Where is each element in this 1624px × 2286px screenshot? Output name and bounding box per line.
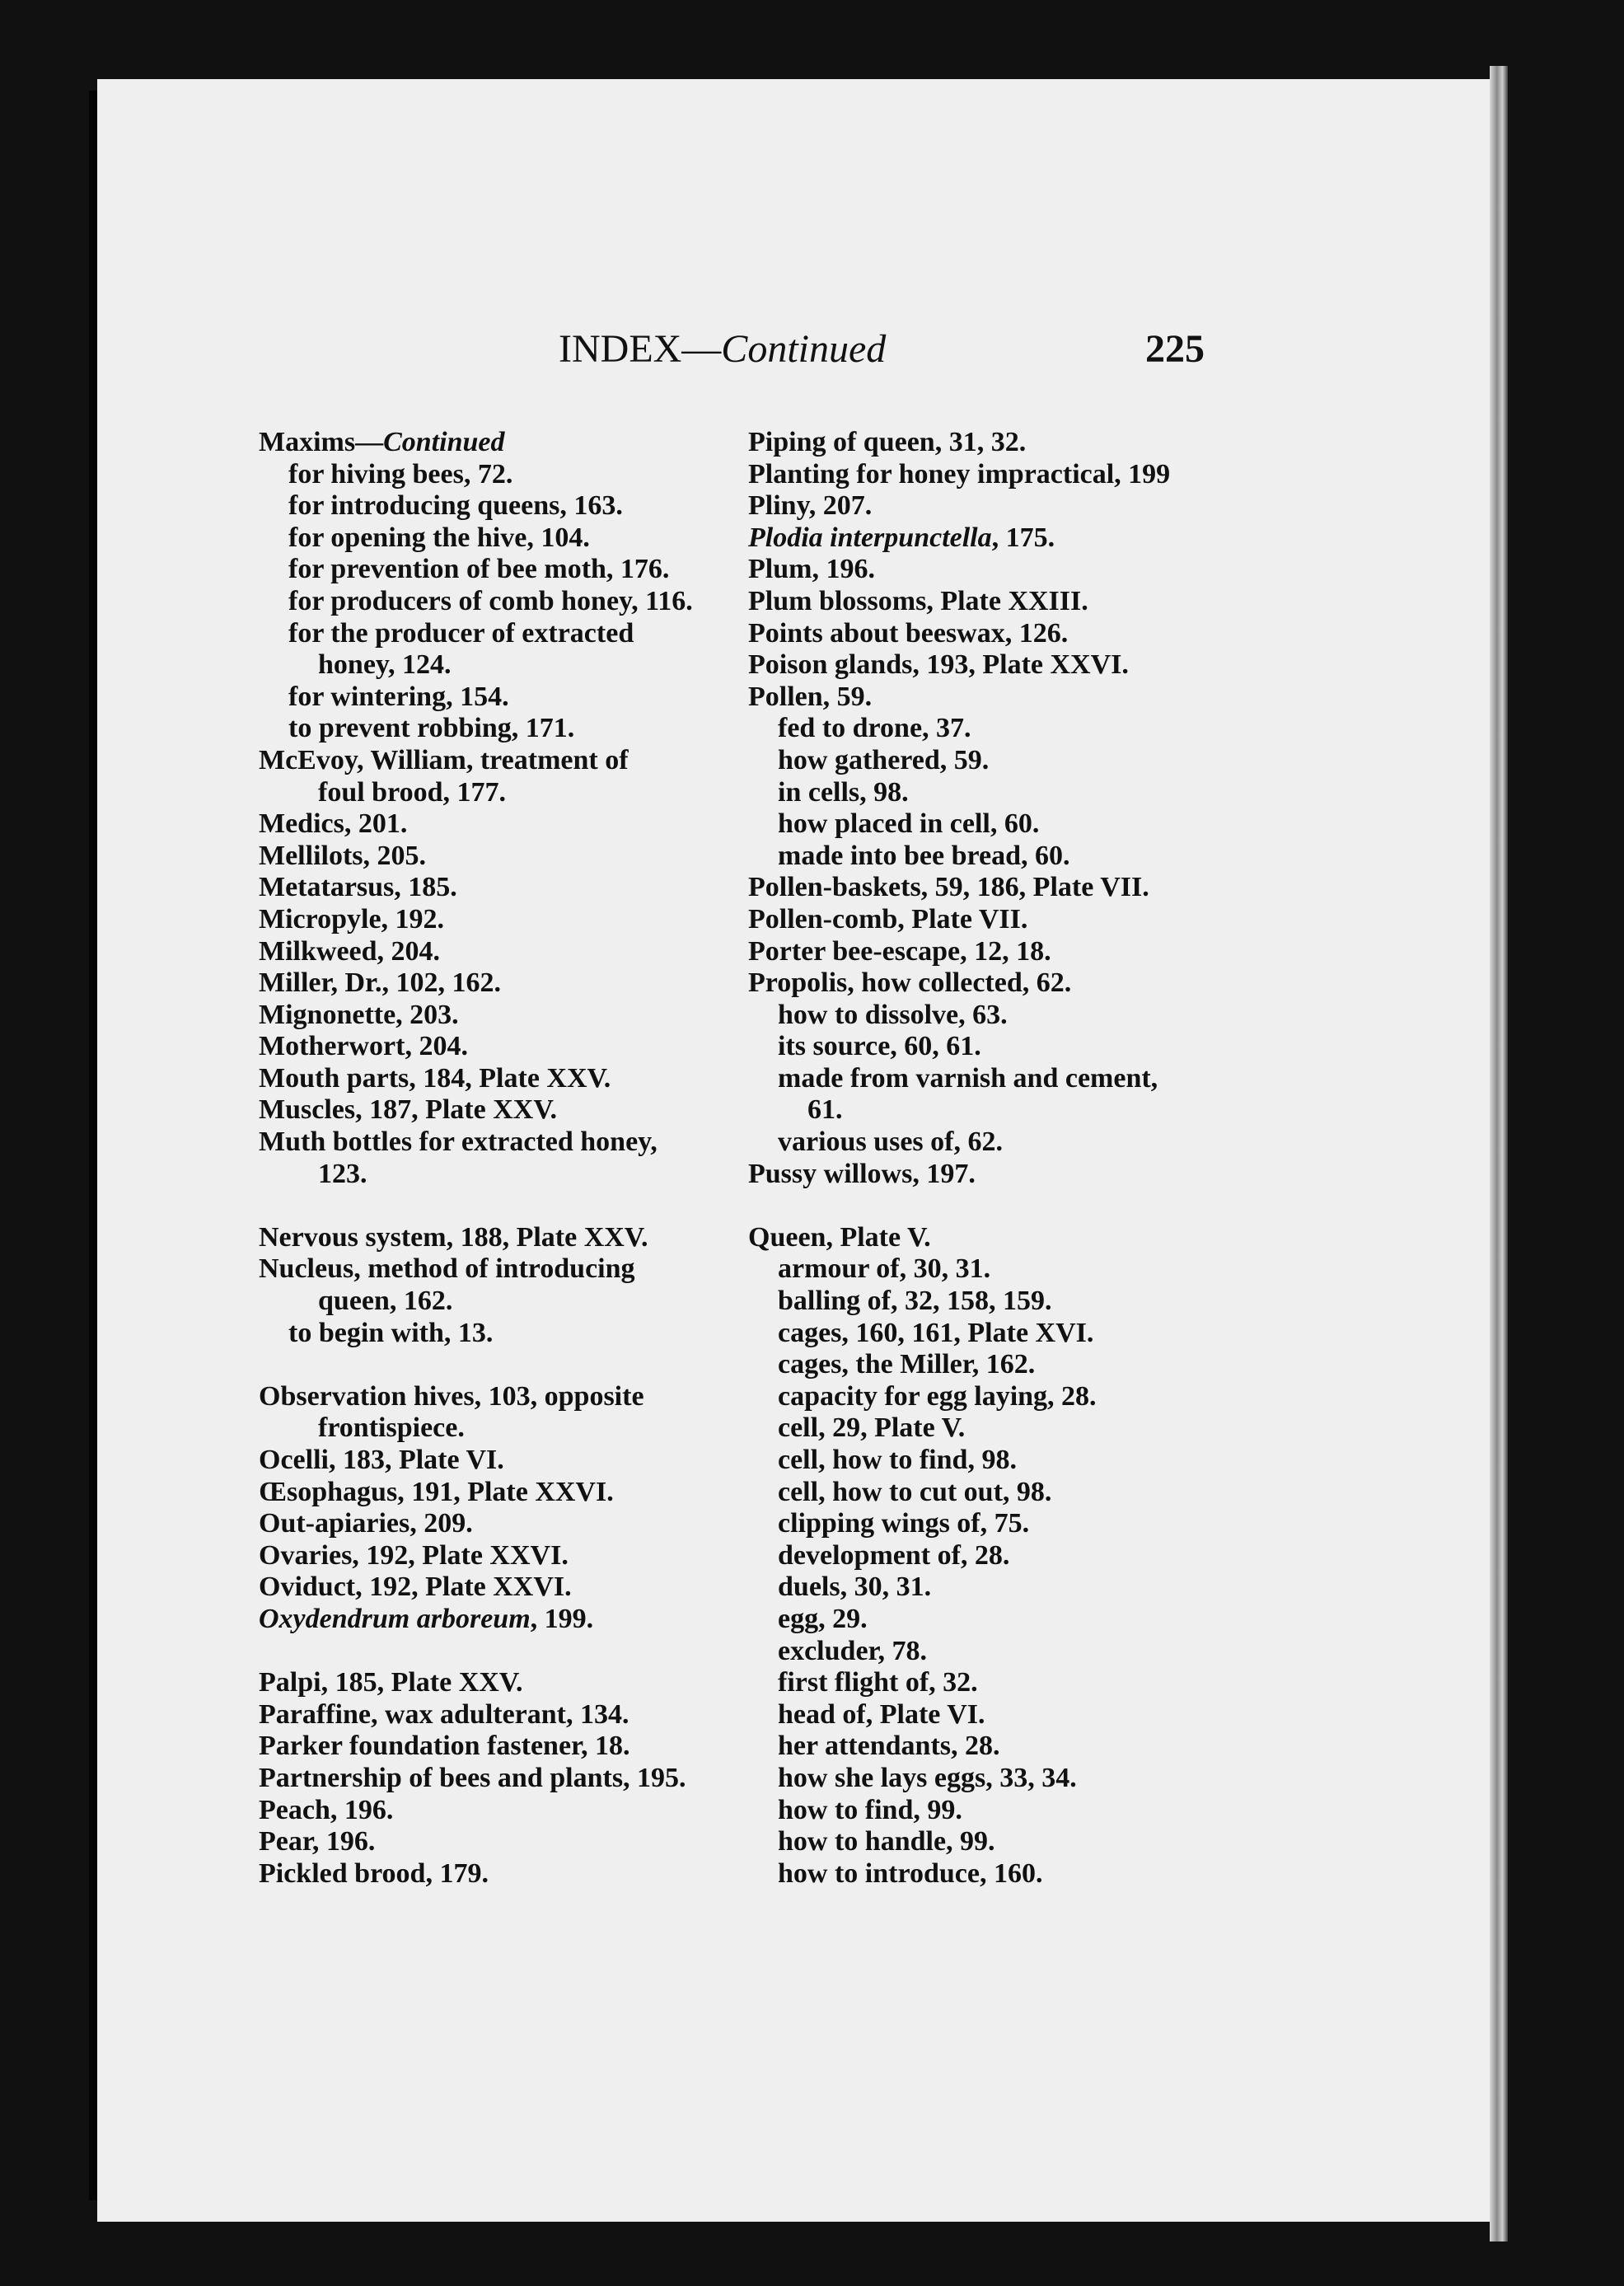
index-entry	[748, 618, 1210, 650]
index-entry	[259, 1477, 720, 1509]
index-entry	[748, 1127, 1210, 1159]
index-entry	[259, 967, 720, 1000]
index-entry	[748, 1699, 1210, 1731]
index-entry	[748, 1412, 1210, 1445]
entry-text: Muscles, 187, Plate XXV.	[259, 1094, 557, 1126]
index-entry	[259, 1826, 720, 1858]
index-spacer	[748, 1190, 1210, 1222]
index-entry	[748, 1826, 1210, 1858]
entry-text: for hiving bees, 72.	[288, 458, 513, 490]
entry-text: duels, 30, 31.	[778, 1572, 932, 1603]
entry-text: Oviduct, 192, Plate XXVI.	[259, 1572, 572, 1603]
entry-text: cell, 29, Plate V.	[778, 1412, 966, 1444]
index-entry	[259, 713, 720, 745]
index-entry	[259, 1318, 720, 1350]
index-entry	[748, 777, 1210, 809]
entry-text: cell, how to cut out, 98.	[778, 1476, 1052, 1507]
entry-text: Maxims—	[259, 427, 384, 457]
index-entry	[259, 1763, 720, 1795]
index-entry	[748, 1063, 1210, 1095]
index-entry	[748, 1508, 1210, 1540]
index-entry	[748, 1667, 1210, 1699]
entry-text: Nervous system, 188, Plate XXV.	[259, 1221, 648, 1253]
index-entry	[259, 554, 720, 586]
index-entry	[259, 936, 720, 968]
entry-text: queen, 162.	[318, 1286, 453, 1317]
index-entry	[259, 1508, 720, 1540]
index-entry	[748, 1445, 1210, 1477]
entry-text: foul brood, 177.	[318, 776, 506, 808]
entry-text: head of, Plate VI.	[778, 1698, 985, 1730]
index-entry	[748, 745, 1210, 777]
entry-text: Observation hives, 103, opposite	[259, 1380, 644, 1412]
index-entry	[259, 1699, 720, 1731]
entry-text: honey, 124.	[318, 649, 452, 681]
entry-text: Mouth parts, 184, Plate XXV.	[259, 1062, 611, 1094]
index-entry	[259, 618, 720, 650]
index-entry	[748, 682, 1210, 714]
entry-text: for the producer of extracted	[288, 617, 634, 649]
entry-text: balling of, 32, 158, 159.	[778, 1286, 1052, 1317]
entry-text: cages, the Miller, 162.	[778, 1349, 1036, 1380]
index-entry	[748, 1604, 1210, 1636]
index-entry	[259, 1604, 720, 1636]
entry-text: Pussy willows, 197.	[748, 1158, 976, 1189]
index-entry	[748, 1000, 1210, 1032]
entry-text: how gathered, 59.	[778, 744, 990, 775]
entry-text: how to introduce, 160.	[778, 1857, 1043, 1889]
entry-text: 123.	[318, 1158, 367, 1189]
index-entry	[748, 1222, 1210, 1254]
entry-text: Muth bottles for extracted honey,	[259, 1127, 658, 1158]
index-column-left	[259, 427, 720, 1890]
entry-text: Partnership of bees and plants, 195.	[259, 1762, 686, 1793]
index-entry	[748, 1349, 1210, 1381]
entry-text: made into bee bread, 60.	[778, 840, 1070, 871]
index-entry	[259, 1000, 720, 1032]
title-text: INDEX—	[559, 327, 722, 371]
index-entry	[748, 1731, 1210, 1763]
index-entry	[259, 1572, 720, 1604]
entry-text-after: , 199.	[530, 1603, 594, 1634]
entry-text: development of, 28.	[778, 1539, 1010, 1571]
entry-text: how she lays eggs, 33, 34.	[778, 1762, 1077, 1793]
entry-italic: Plodia interpunctella	[748, 522, 992, 553]
index-entry	[748, 872, 1210, 904]
entry-text: first flight of, 32.	[778, 1667, 978, 1698]
entry-text: Piping of queen, 31, 32.	[748, 427, 1027, 457]
entry-text: Ovaries, 192, Plate XXVI.	[259, 1539, 569, 1571]
entry-text: Micropyle, 192.	[259, 903, 445, 935]
index-entry	[259, 1159, 720, 1191]
entry-text: for introducing queens, 163.	[288, 490, 623, 522]
entry-text: 61.	[807, 1094, 843, 1126]
entry-text: made from varnish and cement,	[778, 1062, 1158, 1094]
index-entry	[259, 872, 720, 904]
entry-text: capacity for egg laying, 28.	[778, 1380, 1097, 1412]
index-entry	[259, 1286, 720, 1318]
entry-text: Medics, 201.	[259, 808, 408, 840]
index-entry	[748, 841, 1210, 873]
page-edge-shadow	[1490, 66, 1508, 2241]
title-continued: Continued	[721, 327, 887, 371]
entry-text: how placed in cell, 60.	[778, 808, 1040, 840]
entry-text: excluder, 78.	[778, 1635, 928, 1666]
entry-text-after: , 175.	[991, 522, 1055, 553]
index-entry	[748, 1636, 1210, 1668]
entry-text: various uses of, 62.	[778, 1127, 1003, 1158]
index-entry	[748, 1031, 1210, 1063]
entry-text: frontispiece.	[318, 1412, 465, 1444]
index-entry	[748, 490, 1210, 522]
index-entry	[259, 904, 720, 936]
entry-text: Queen, Plate V.	[748, 1221, 931, 1253]
entry-text: Nucleus, method of introducing	[259, 1253, 635, 1285]
entry-text: McEvoy, William, treatment of	[259, 744, 629, 775]
entry-text: how to dissolve, 63.	[778, 999, 1008, 1030]
index-spacer	[259, 1636, 720, 1668]
entry-text: Parker foundation fastener, 18.	[259, 1731, 630, 1762]
entry-italic: Oxydendrum arboreum	[259, 1603, 531, 1634]
entry-text: Pollen, 59.	[748, 681, 873, 712]
index-entry	[259, 777, 720, 809]
index-entry	[748, 713, 1210, 745]
entry-text: Œsophagus, 191, Plate XXVI.	[259, 1476, 614, 1507]
entry-text: egg, 29.	[778, 1603, 868, 1634]
entry-text: Mignonette, 203.	[259, 999, 459, 1030]
page-number: 225	[1145, 327, 1205, 371]
index-entry	[259, 1253, 720, 1286]
page-title	[559, 326, 886, 372]
index-entry	[259, 1731, 720, 1763]
entry-text: cages, 160, 161, Plate XVI.	[778, 1317, 1094, 1348]
index-entry	[748, 1763, 1210, 1795]
index-entry	[259, 427, 720, 459]
entry-text: Milkweed, 204.	[259, 935, 441, 967]
index-spacer	[259, 1190, 720, 1222]
entry-text: to begin with, 13.	[288, 1317, 494, 1348]
index-entry	[748, 586, 1210, 618]
entry-text: Poison glands, 193, Plate XXVI.	[748, 649, 1129, 681]
index-entry	[259, 586, 720, 618]
entry-text: Pear, 196.	[259, 1826, 376, 1857]
entry-text: in cells, 98.	[778, 776, 909, 808]
index-entry	[748, 1286, 1210, 1318]
entry-text: Pliny, 207.	[748, 490, 873, 522]
entry-text: for prevention of bee moth, 176.	[288, 554, 670, 585]
index-entry	[748, 936, 1210, 968]
index-entry	[259, 745, 720, 777]
index-entry	[259, 841, 720, 873]
entry-text: Planting for honey impractical, 199	[748, 458, 1171, 490]
index-entry	[259, 1094, 720, 1127]
entry-text: Mellilots, 205.	[259, 840, 427, 871]
index-entry	[259, 1667, 720, 1699]
index-entry	[748, 1381, 1210, 1413]
entry-text: how to handle, 99.	[778, 1826, 995, 1857]
entry-text: for opening the hive, 104.	[288, 522, 590, 553]
index-entry	[748, 1795, 1210, 1827]
entry-text: Ocelli, 183, Plate VI.	[259, 1445, 504, 1475]
entry-text: Pollen-comb, Plate VII.	[748, 903, 1028, 935]
index-column-right	[748, 427, 1210, 1890]
index-entry	[748, 808, 1210, 841]
entry-text: Propolis, how collected, 62.	[748, 967, 1072, 999]
index-entry	[259, 490, 720, 522]
book-page	[97, 79, 1490, 2222]
entry-text: for producers of comb honey, 116.	[288, 585, 693, 616]
index-entry	[748, 1094, 1210, 1127]
index-entry	[748, 1318, 1210, 1350]
entry-text: its source, 60, 61.	[778, 1031, 981, 1062]
index-entry	[259, 1063, 720, 1095]
index-entry	[259, 808, 720, 841]
index-entry	[748, 904, 1210, 936]
index-entry	[748, 649, 1210, 682]
entry-text: Points about beeswax, 126.	[748, 617, 1069, 649]
entry-text: fed to drone, 37.	[778, 713, 971, 744]
index-entry	[259, 649, 720, 682]
entry-text: Out-apiaries, 209.	[259, 1508, 473, 1539]
entry-text: Miller, Dr., 102, 162.	[259, 967, 502, 999]
entry-text: Motherwort, 204.	[259, 1031, 468, 1062]
entry-text: Palpi, 185, Plate XXV.	[259, 1667, 523, 1698]
entry-text: for wintering, 154.	[288, 681, 509, 712]
entry-text: Porter bee-escape, 12, 18.	[748, 935, 1051, 967]
entry-text: her attendants, 28.	[778, 1731, 1000, 1762]
entry-italic: Continued	[383, 427, 505, 457]
index-entry	[259, 1795, 720, 1827]
index-spacer	[259, 1349, 720, 1381]
index-entry	[748, 554, 1210, 586]
index-entry	[748, 1477, 1210, 1509]
index-entry	[748, 967, 1210, 1000]
entry-text: Metatarsus, 185.	[259, 872, 457, 903]
index-entry	[748, 459, 1210, 491]
index-entry	[259, 1222, 720, 1254]
index-entry	[748, 427, 1210, 459]
entry-text: Pollen-baskets, 59, 186, Plate VII.	[748, 872, 1149, 903]
index-entry	[748, 1159, 1210, 1191]
entry-text: Plum, 196.	[748, 554, 875, 585]
index-entry	[748, 1540, 1210, 1572]
entry-text: cell, how to find, 98.	[778, 1445, 1017, 1475]
index-entry	[748, 522, 1210, 555]
index-entry	[259, 1031, 720, 1063]
entry-text: to prevent robbing, 171.	[288, 713, 575, 744]
entry-text: Paraffine, wax adulterant, 134.	[259, 1698, 629, 1730]
index-entry	[748, 1253, 1210, 1286]
entry-text: Plum blossoms, Plate XXIII.	[748, 585, 1088, 616]
entry-text: how to find, 99.	[778, 1794, 962, 1825]
index-entry	[259, 682, 720, 714]
index-entry	[259, 1540, 720, 1572]
index-entry	[259, 1858, 720, 1890]
index-entry	[259, 1381, 720, 1413]
entry-text: Pickled brood, 179.	[259, 1857, 489, 1889]
index-entry	[259, 1445, 720, 1477]
index-entry	[748, 1572, 1210, 1604]
index-entry	[259, 1412, 720, 1445]
index-entry	[259, 459, 720, 491]
entry-text: clipping wings of, 75.	[778, 1508, 1030, 1539]
index-entry	[259, 1127, 720, 1159]
entry-text: armour of, 30, 31.	[778, 1253, 991, 1285]
index-entry	[259, 522, 720, 555]
index-entry	[748, 1858, 1210, 1890]
entry-text: Peach, 196.	[259, 1794, 394, 1825]
